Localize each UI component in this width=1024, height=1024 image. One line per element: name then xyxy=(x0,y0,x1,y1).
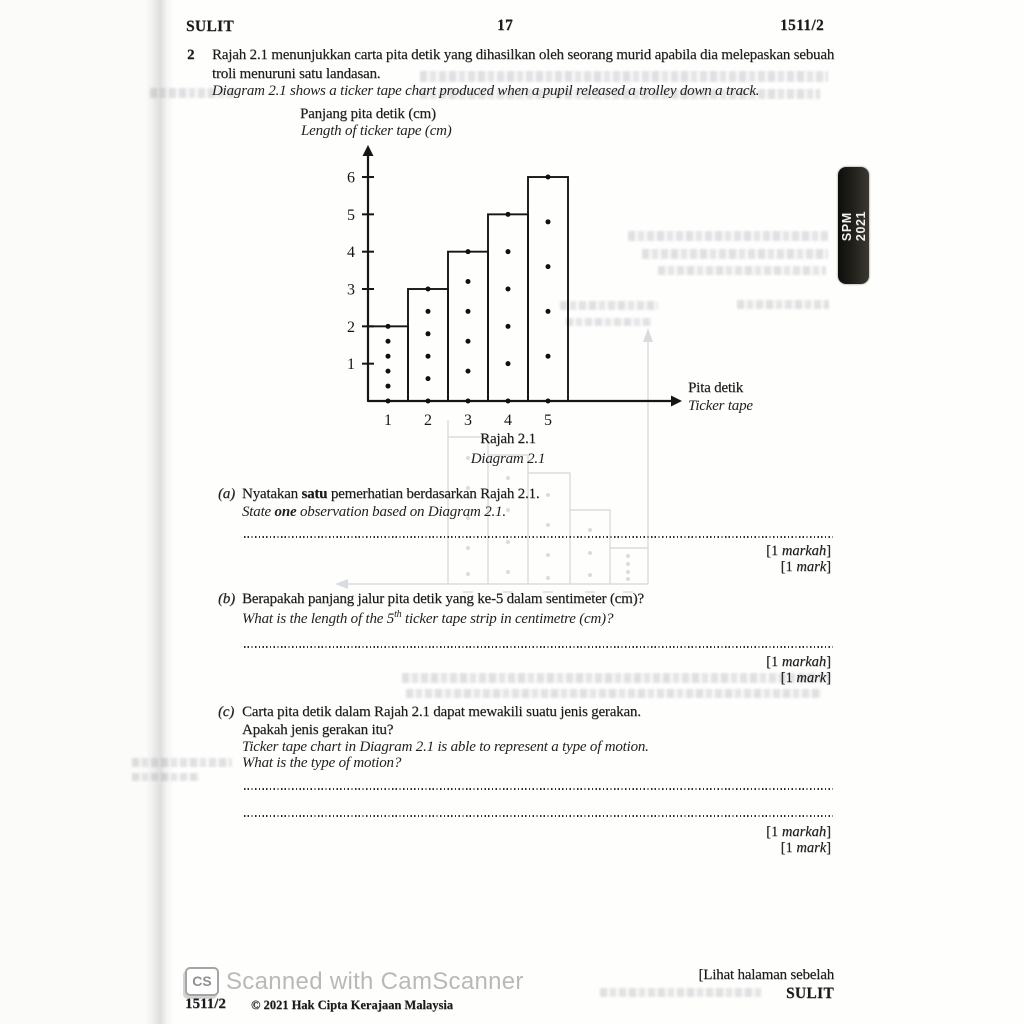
svg-text:1: 1 xyxy=(384,412,392,429)
part-b-question-en: What is the length of the 5th ticker tape strip in centimetre (cm)? xyxy=(242,609,614,627)
part-a-question-en: State one observation based on Diagram 2.1. xyxy=(242,504,506,520)
svg-text:6: 6 xyxy=(347,169,355,187)
svg-text:2: 2 xyxy=(347,318,355,336)
answer-line-c1 xyxy=(244,788,833,790)
spm-year-tab-label: SPM 2021 xyxy=(839,210,868,241)
footer-next-page: [Lihat halaman sebelah xyxy=(698,967,834,983)
camscanner-watermark: Scanned with CamScanner xyxy=(226,968,524,995)
svg-text:5: 5 xyxy=(347,206,355,224)
question-intro-en: Diagram 2.1 shows a ticker tape chart produced when a pupil released a trolley down a track. xyxy=(212,83,760,99)
ticker-tape-chart xyxy=(270,100,700,440)
question-intro-ms-2: troli menuruni satu landasan. xyxy=(212,66,381,82)
svg-text:4: 4 xyxy=(504,412,512,429)
scan-page-edge-shadow xyxy=(146,0,174,1024)
bleed-through-text xyxy=(600,988,762,997)
question-number: 2 xyxy=(187,47,195,63)
bleed-through-text xyxy=(420,71,828,82)
bleed-through-text xyxy=(737,300,829,309)
marks-b: [1 markah] [1 mark] xyxy=(766,654,831,686)
chart-caption-en: Diagram 2.1 xyxy=(470,451,546,467)
header-sulit: SULIT xyxy=(186,18,235,35)
scan-left-margin xyxy=(0,0,150,1024)
svg-text:4: 4 xyxy=(347,244,355,262)
part-a-label: (a) xyxy=(218,486,235,502)
svg-text:3: 3 xyxy=(464,412,472,429)
header-paper-code: 1511/2 xyxy=(780,17,825,34)
bleed-through-text xyxy=(132,773,200,781)
answer-line-b xyxy=(244,646,833,648)
part-a-question-ms: Nyatakan satu pemerhatian berdasarkan Rajah 2.1. xyxy=(242,486,540,502)
chart-xlabel-ms: Pita detik xyxy=(688,380,744,396)
part-c-question-en-2: What is the type of motion? xyxy=(242,755,402,771)
chart-ylabel-ms: Panjang pita detik (cm) xyxy=(300,106,436,122)
page-number: 17 xyxy=(497,17,514,34)
chart-ylabel-en: Length of ticker tape (cm) xyxy=(301,123,452,139)
marks-a: [1 markah] [1 mark] xyxy=(766,543,831,575)
part-b-label: (b) xyxy=(218,591,235,607)
footer-sulit: SULIT xyxy=(785,985,834,1002)
answer-line-c2 xyxy=(244,815,833,817)
camscanner-logo-icon: CS xyxy=(185,967,219,996)
part-c-question-ms-2: Apakah jenis gerakan itu? xyxy=(242,722,394,738)
part-c-label: (c) xyxy=(218,704,235,720)
svg-text:3: 3 xyxy=(347,281,355,299)
answer-line-a xyxy=(244,536,833,538)
part-b-question-ms: Berapakah panjang jalur pita detik yang ke-5 dalam sentimeter (cm)? xyxy=(242,591,644,607)
svg-text:1: 1 xyxy=(347,356,355,374)
question-intro-ms-1: Rajah 2.1 menunjukkan carta pita detik yang dihasilkan oleh seorang murid apabila dia melepaskan sebuah xyxy=(212,47,835,63)
bleed-through-text xyxy=(132,758,232,767)
chart-xlabel-en: Ticker tape xyxy=(688,398,753,414)
chart-caption-ms: Rajah 2.1 xyxy=(480,431,536,447)
marks-c: [1 markah] [1 mark] xyxy=(766,824,831,856)
footer-copyright: © 2021 Hak Cipta Kerajaan Malaysia xyxy=(251,998,454,1012)
part-c-question-ms-1: Carta pita detik dalam Rajah 2.1 dapat mewakili suatu jenis gerakan. xyxy=(242,704,641,720)
svg-text:5: 5 xyxy=(544,412,552,429)
svg-text:2: 2 xyxy=(424,412,432,429)
spm-year-tab xyxy=(838,167,869,284)
part-c-question-en-1: Ticker tape chart in Diagram 2.1 is able to represent a type of motion. xyxy=(242,739,649,755)
footer-paper-code: 1511/2 xyxy=(185,996,226,1012)
bleed-through-text xyxy=(406,689,822,698)
